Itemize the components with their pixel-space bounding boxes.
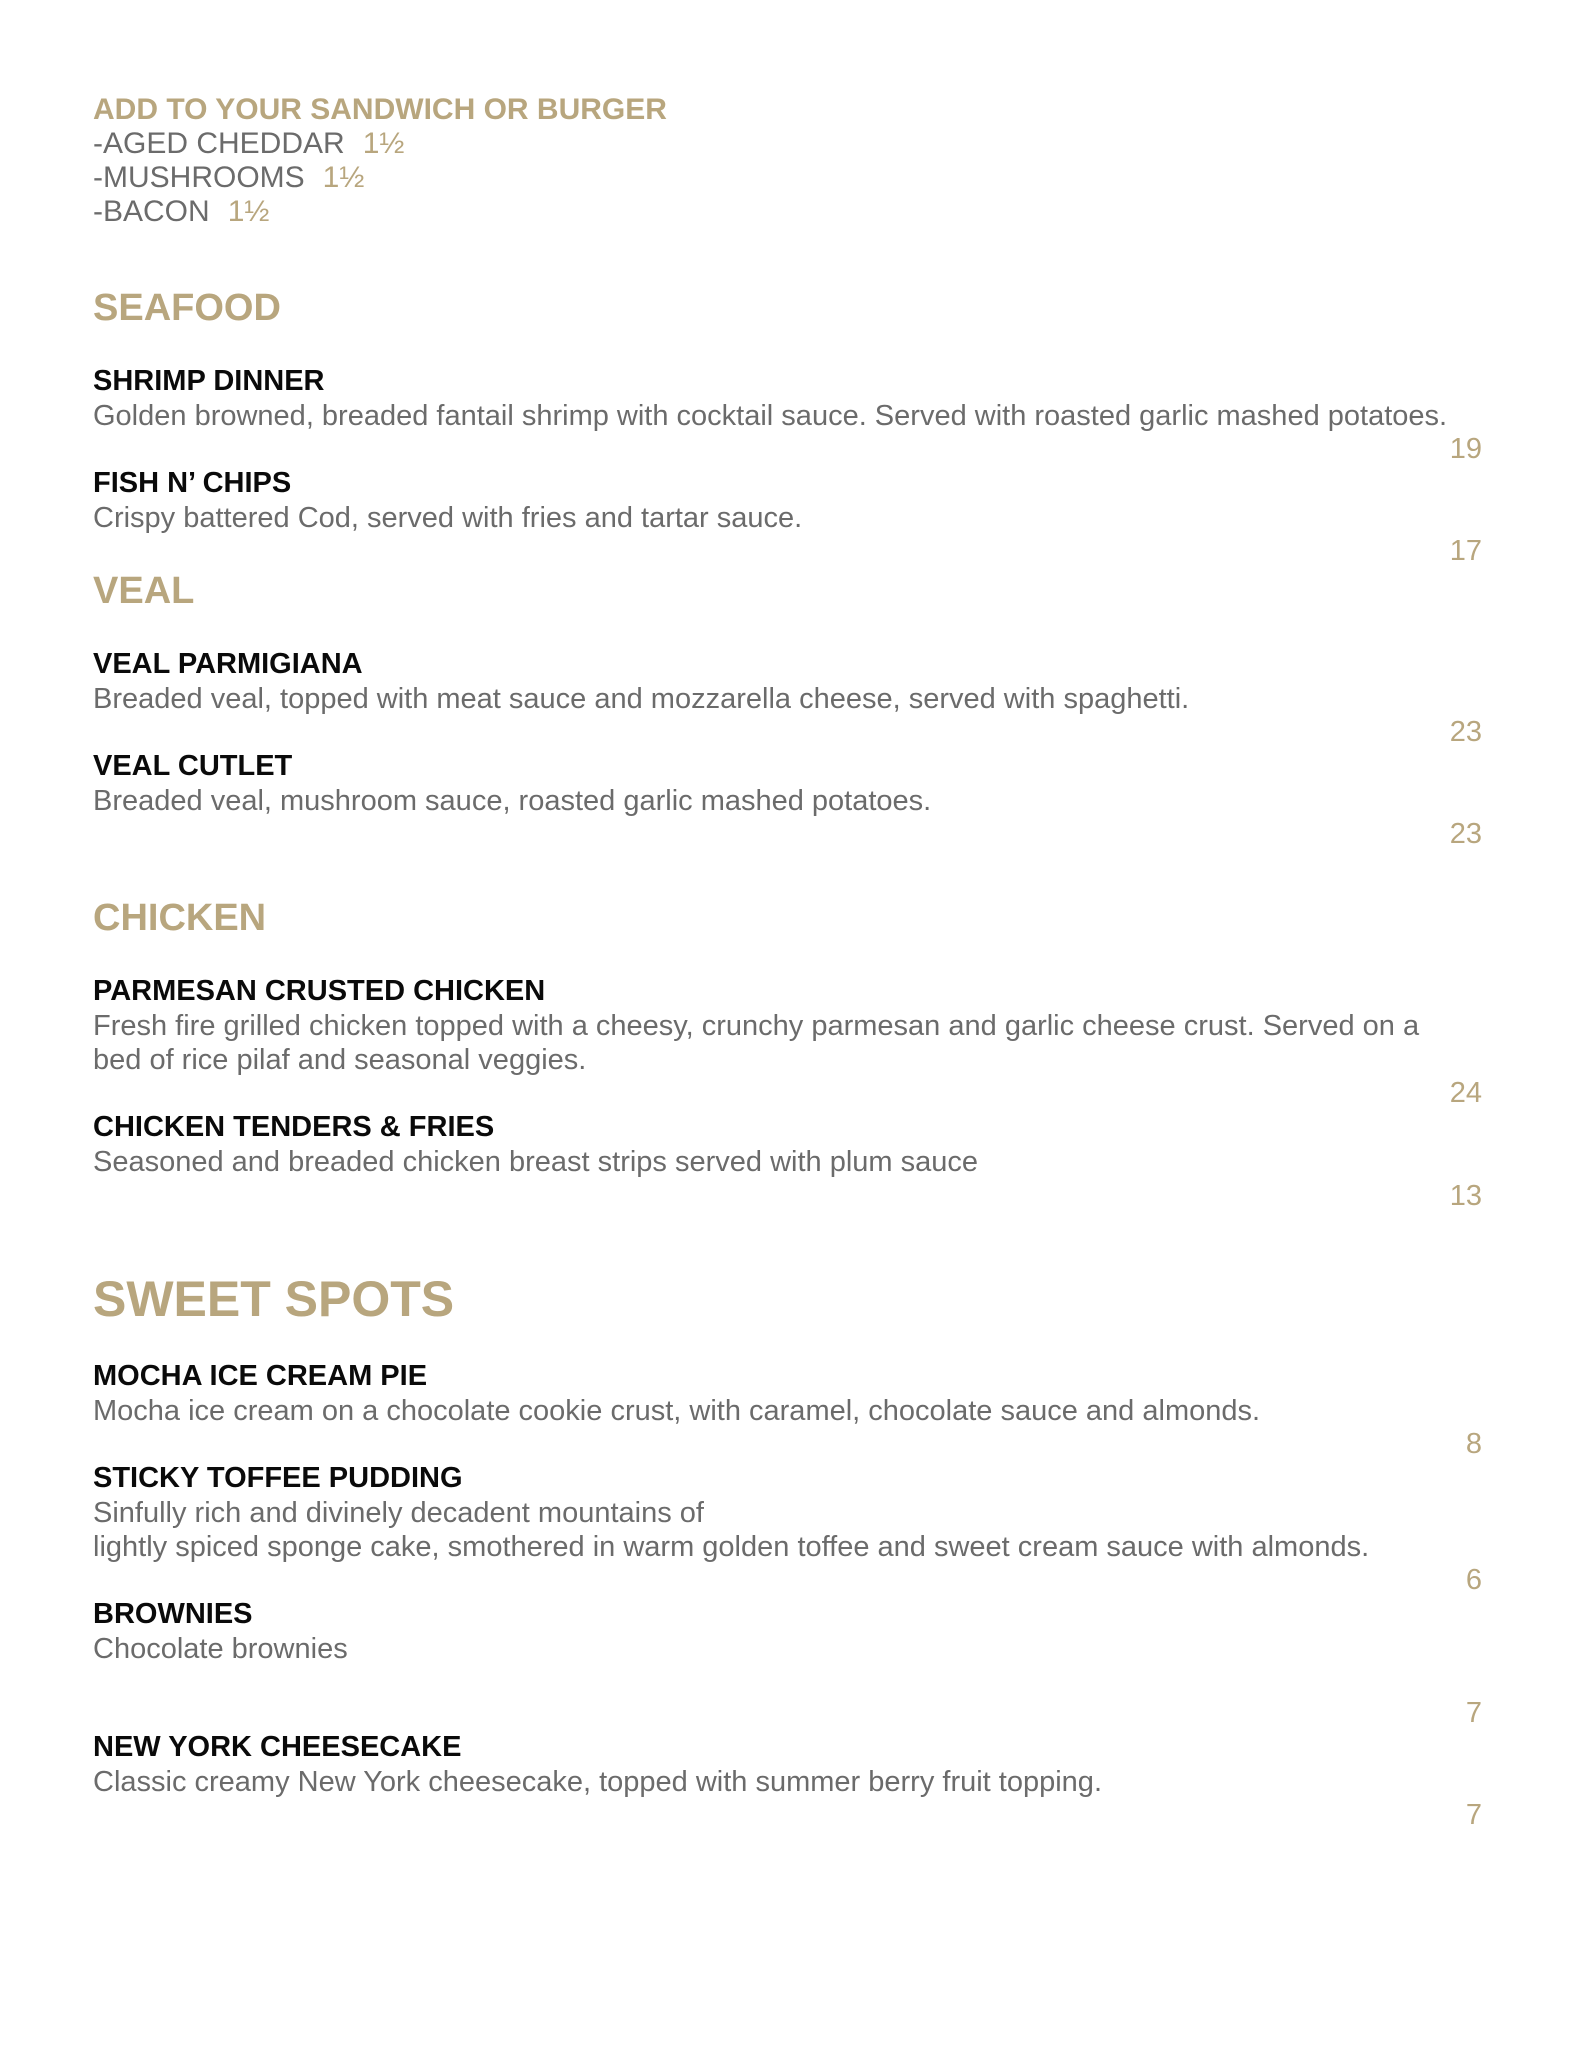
section-title-veal: VEAL xyxy=(93,570,195,612)
item-price: 23 xyxy=(1449,716,1482,748)
item-desc: Golden browned, breaded fantail shrimp with cocktail sauce. Served with roasted garlic mashed potatoes. xyxy=(93,400,1448,432)
item-price: 13 xyxy=(1449,1180,1482,1212)
addon-price: 1½ xyxy=(227,195,270,228)
addon-item xyxy=(93,127,404,161)
item-price: 24 xyxy=(1449,1077,1482,1109)
item-name: FISH N’ CHIPS xyxy=(93,467,292,499)
item-name: BROWNIES xyxy=(93,1598,253,1630)
addons-title: ADD TO YOUR SANDWICH OR BURGER xyxy=(93,93,667,126)
addon-item xyxy=(93,161,364,195)
item-desc: Breaded veal, mushroom sauce, roasted garlic mashed potatoes. xyxy=(93,785,932,817)
item-name: STICKY TOFFEE PUDDING xyxy=(93,1462,463,1494)
addon-price: 1½ xyxy=(322,161,365,194)
item-price: 7 xyxy=(1465,1697,1482,1729)
item-desc: Classic creamy New York cheesecake, topped with summer berry fruit topping. xyxy=(93,1766,1102,1798)
item-price: 7 xyxy=(1465,1799,1482,1831)
item-name: PARMESAN CRUSTED CHICKEN xyxy=(93,975,546,1007)
addon-label: -BACON xyxy=(93,195,210,228)
addon-label: -AGED CHEDDAR xyxy=(93,127,345,160)
item-price: 19 xyxy=(1449,433,1482,465)
section-title-seafood: SEAFOOD xyxy=(93,287,281,329)
item-name: CHICKEN TENDERS & FRIES xyxy=(93,1111,495,1143)
item-name: SHRIMP DINNER xyxy=(93,365,325,397)
section-title-chicken: CHICKEN xyxy=(93,897,267,939)
item-desc: Breaded veal, topped with meat sauce and mozzarella cheese, served with spaghetti. xyxy=(93,683,1190,715)
item-name: MOCHA ICE CREAM PIE xyxy=(93,1360,428,1392)
addon-label: -MUSHROOMS xyxy=(93,161,305,194)
item-name: NEW YORK CHEESECAKE xyxy=(93,1731,462,1763)
item-price: 23 xyxy=(1449,818,1482,850)
item-desc: Mocha ice cream on a chocolate cookie crust, with caramel, chocolate sauce and almonds. xyxy=(93,1395,1261,1427)
item-desc: Fresh fire grilled chicken topped with a cheesy, crunchy parmesan and garlic cheese crust. Served on a xyxy=(93,1010,1420,1042)
section-title-sweet-spots: SWEET SPOTS xyxy=(93,1271,455,1327)
item-name: VEAL PARMIGIANA xyxy=(93,648,363,680)
item-price: 17 xyxy=(1449,535,1482,567)
addon-item xyxy=(93,195,269,229)
item-price: 8 xyxy=(1465,1428,1482,1460)
item-price: 6 xyxy=(1465,1564,1482,1596)
item-desc: Seasoned and breaded chicken breast strips served with plum sauce xyxy=(93,1146,979,1178)
item-desc: bed of rice pilaf and seasonal veggies. xyxy=(93,1044,587,1076)
item-desc: Crispy battered Cod, served with fries and tartar sauce. xyxy=(93,502,803,534)
item-desc: Sinfully rich and divinely decadent mountains of xyxy=(93,1497,704,1529)
addon-price: 1½ xyxy=(362,127,405,160)
item-desc: lightly spiced sponge cake, smothered in warm golden toffee and sweet cream sauce with almonds. xyxy=(93,1531,1370,1563)
item-name: VEAL CUTLET xyxy=(93,750,293,782)
item-desc: Chocolate brownies xyxy=(93,1633,348,1665)
